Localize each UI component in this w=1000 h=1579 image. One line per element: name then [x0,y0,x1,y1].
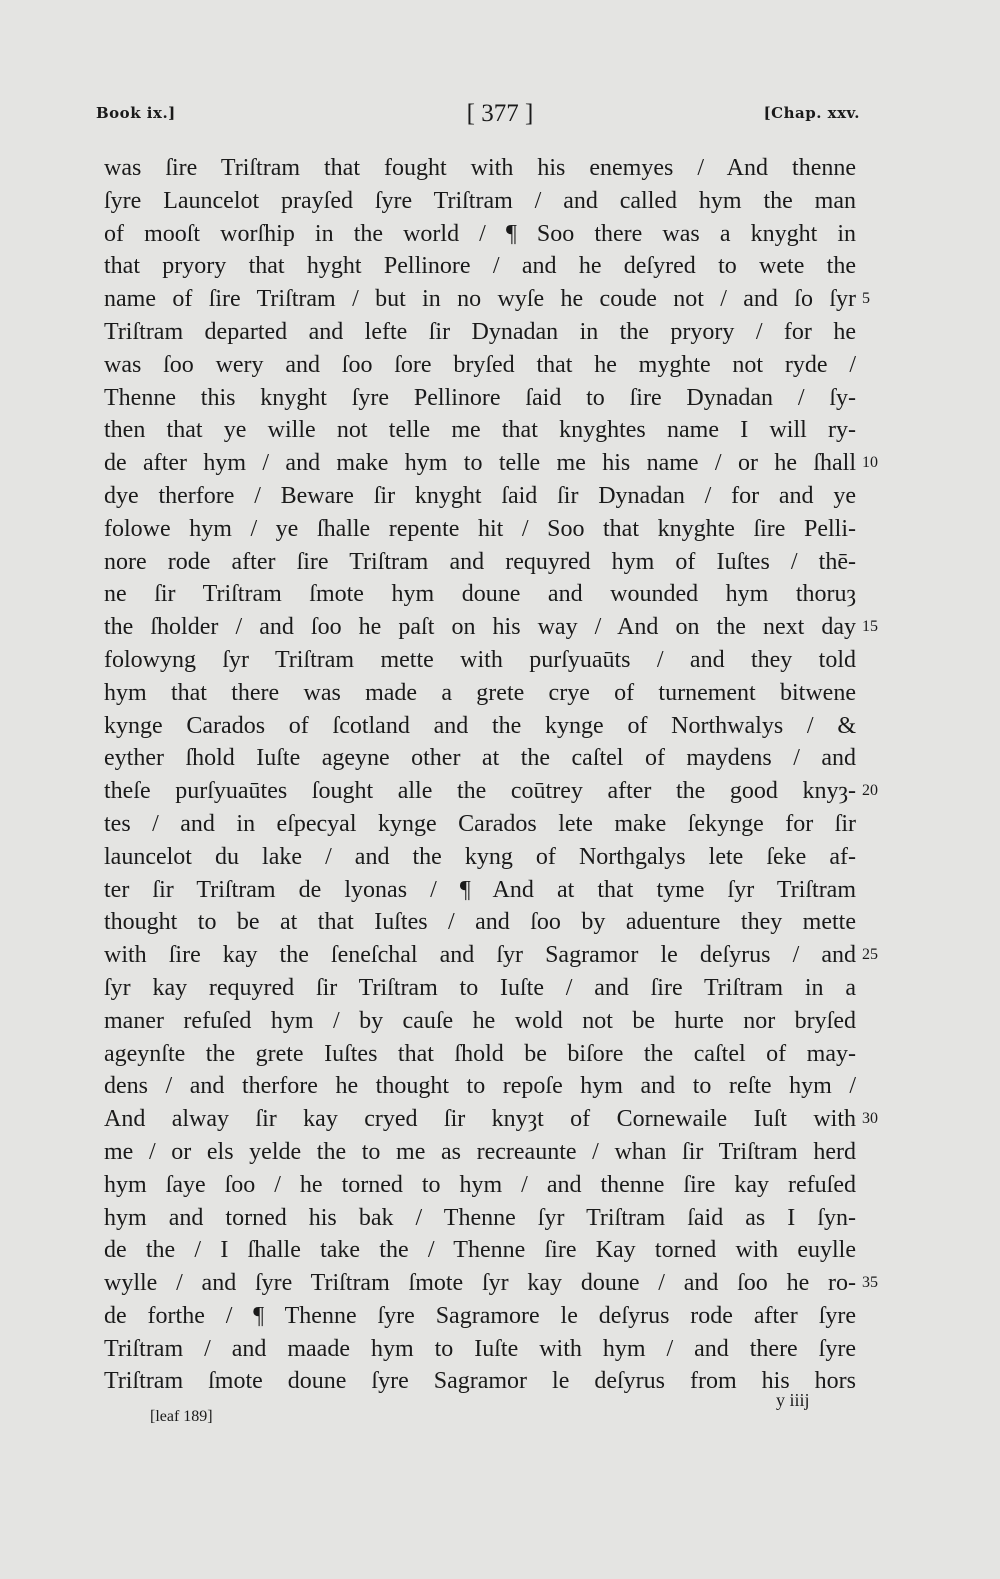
text-line: name of ſire Triſtram / but in no wyſe he coude not / and ſo ſyr [104,286,856,313]
text-line: Triſtram ſmote doune ſyre Sagramor le deſyrus from his hors [104,1368,856,1395]
line-number: 35 [862,1274,878,1292]
text-line: ne ſir Triſtram ſmote hym doune and wounded hym thoruȝ [104,581,856,608]
text-line: then that ye wille not telle me that knyghtes name I will ry- [104,417,856,444]
text-line: ſyre Launcelot prayſed ſyre Triſtram / and called hym the man [104,187,856,214]
text-line: dye therfore / Beware ſir knyght ſaid ſir Dynadan / for and ye [104,482,856,509]
text-line: hym ſaye ſoo / he torned to hym / and thenne ſire kay refuſed [104,1171,856,1198]
body-text [104,152,856,1398]
text-line: eyther ſhold Iuſte ageyne other at the caſtel of maydens / and [104,745,856,772]
line-number: 15 [862,618,878,636]
text-line: wylle / and ſyre Triſtram ſmote ſyr kay doune / and ſoo he ro- [104,1270,856,1297]
text-line: was ſoo wery and ſoo ſore bryſed that he myghte not ryde / [104,351,856,378]
text-line: Thenne this knyght ſyre Pellinore ſaid to ſire Dynadan / ſy- [104,384,856,411]
text-line: with ſire kay the ſeneſchal and ſyr Sagramor le deſyrus / and [104,942,856,969]
text-line: the ſholder / and ſoo he paſt on his way / And on the next day [104,614,856,641]
text-line: de after hym / and make hym to telle me his name / or he ſhall [104,450,856,477]
text-line: de forthe / ¶ Thenne ſyre Sagramore le deſyrus rode after ſyre [104,1302,856,1329]
text-line: Triſtram / and maade hym to Iuſte with hym / and there ſyre [104,1335,856,1362]
line-number: 20 [862,782,878,800]
text-line: of mooſt worſhip in the world / ¶ Soo there was a knyght in [104,220,856,247]
text-line: maner refuſed hym / by cauſe he wold not be hurte nor bryſed [104,1007,856,1034]
page-number: [ 377 ] [466,100,534,127]
text-line: de the / I ſhalle take the / Thenne ſire Kay torned with euylle [104,1237,856,1264]
leaf-reference: [leaf 189] [150,1408,213,1425]
text-line: And alway ſir kay cryed ſir knyȝt of Cornewaile Iuſt with [104,1106,856,1133]
text-line: ageynſte the grete Iuſtes that ſhold be biſore the caſtel of may- [104,1040,856,1067]
signature-mark: y iiij [776,1390,810,1410]
running-head-chapter: [Chap. xxv. [763,104,860,122]
text-line: tes / and in eſpecyal kynge Carados lete make ſekynge for ſir [104,810,856,837]
text-line: folowe hym / ye ſhalle repente hit / Soo that knyghte ſire Pelli- [104,515,856,542]
text-line: kynge Carados of ſcotland and the kynge of Northwalys / & [104,712,856,739]
text-line: folowyng ſyr Triſtram mette with purſyuaūts / and they told [104,646,856,673]
line-number: 30 [862,1110,878,1128]
text-line: was ſire Triſtram that fought with his enemyes / And thenne [104,155,856,181]
line-number: 5 [862,290,870,308]
text-line: that pryory that hyght Pellinore / and he deſyred to wete the [104,253,856,280]
text-line: nore rode after ſire Triſtram and requyred hym of Iuſtes / thē- [104,548,856,575]
text-line: me / or els yelde the to me as recreaunte / whan ſir Triſtram herd [104,1138,856,1165]
text-line: ſyr kay requyred ſir Triſtram to Iuſte / and ſire Triſtram in a [104,974,856,1001]
line-number: 25 [862,946,878,964]
running-head-book: Book ix.] [96,104,176,122]
text-line: hym that there was made a grete crye of turnement bitwene [104,679,856,706]
line-number: 10 [862,454,878,472]
text-line: Triſtram departed and lefte ſir Dynadan in the pryory / for he [104,318,856,345]
text-line: thought to be at that Iuſtes / and ſoo by aduenture they mette [104,909,856,936]
text-line: hym and torned his bak / Thenne ſyr Triſtram ſaid as I ſyn- [104,1204,856,1231]
text-line: ter ſir Triſtram de lyonas / ¶ And at that tyme ſyr Triſtram [104,876,856,903]
text-line: dens / and therfore he thought to repoſe hym and to reſte hym / [104,1073,856,1100]
text-line: launcelot du lake / and the kyng of Northgalys lete ſeke af- [104,843,856,870]
text-line: theſe purſyuaūtes ſought alle the coūtrey after the good knyȝ- [104,778,856,805]
